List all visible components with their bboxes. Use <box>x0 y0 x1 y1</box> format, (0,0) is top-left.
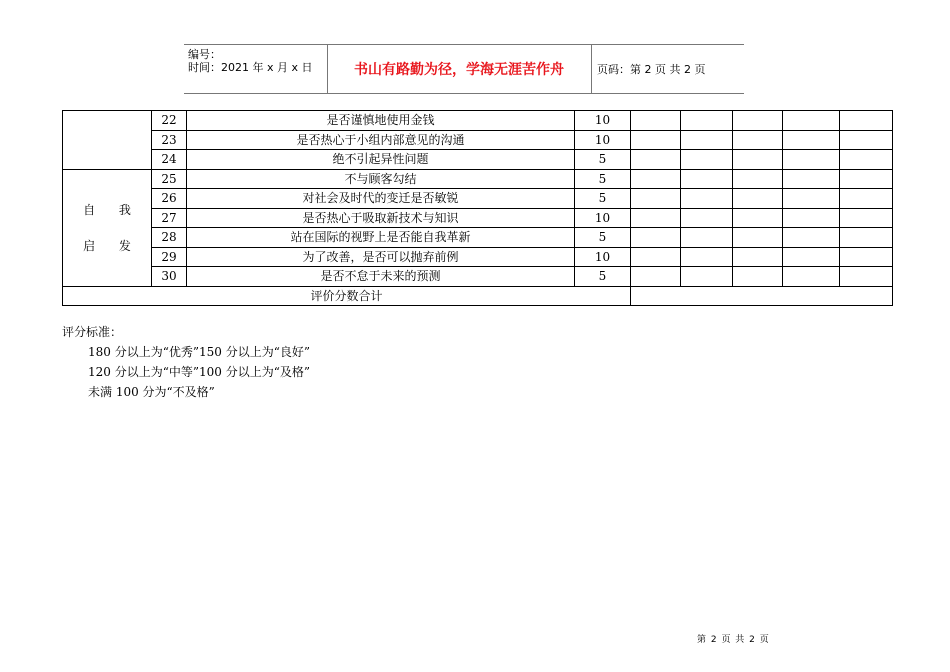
rating-cell[interactable] <box>681 267 733 287</box>
rating-cell[interactable] <box>631 228 681 248</box>
table-row <box>63 150 893 170</box>
rating-cell[interactable] <box>783 130 840 150</box>
document-time-label: 时间：2021 年 x 月 x 日 <box>188 61 313 74</box>
row-item: 绝不引起异性问题 <box>187 150 575 170</box>
category-label-line2: 启 发 <box>83 238 141 253</box>
row-number: 23 <box>152 130 187 150</box>
criteria-line: 未满 100 分为“不及格” <box>88 385 215 399</box>
row-item: 是否谨慎地使用金钱 <box>187 111 575 131</box>
row-item: 是否热心于吸取新技术与知识 <box>187 208 575 228</box>
rating-cell[interactable] <box>733 208 783 228</box>
rating-cell[interactable] <box>631 169 681 189</box>
row-score: 5 <box>575 189 631 209</box>
rating-cell[interactable] <box>681 228 733 248</box>
page-header <box>184 44 744 94</box>
rating-cell[interactable] <box>681 208 733 228</box>
rating-cell[interactable] <box>840 189 893 209</box>
rating-cell[interactable] <box>840 130 893 150</box>
rating-cell[interactable] <box>631 111 681 131</box>
table-row <box>63 130 893 150</box>
rating-cell[interactable] <box>783 189 840 209</box>
header-meta <box>184 45 328 93</box>
row-score: 10 <box>575 247 631 267</box>
rating-cell[interactable] <box>631 130 681 150</box>
row-number: 25 <box>152 169 187 189</box>
total-row <box>63 286 893 306</box>
rating-cell[interactable] <box>631 247 681 267</box>
header-page-info: 页码：第 2 页 共 2 页 <box>597 63 706 76</box>
row-number: 26 <box>152 189 187 209</box>
row-score: 10 <box>575 208 631 228</box>
rating-cell[interactable] <box>840 267 893 287</box>
rating-cell[interactable] <box>840 247 893 267</box>
row-item: 是否热心于小组内部意见的沟通 <box>187 130 575 150</box>
rating-cell[interactable] <box>733 150 783 170</box>
category-self-inspiration <box>63 169 152 286</box>
row-item: 不与顾客勾结 <box>187 169 575 189</box>
rating-cell[interactable] <box>783 267 840 287</box>
table-row <box>63 189 893 209</box>
rating-cell[interactable] <box>783 247 840 267</box>
rating-cell[interactable] <box>681 169 733 189</box>
rating-cell[interactable] <box>631 189 681 209</box>
rating-cell[interactable] <box>733 189 783 209</box>
table-row <box>63 169 893 189</box>
table-row <box>63 111 893 131</box>
rating-cell[interactable] <box>631 150 681 170</box>
rating-cell[interactable] <box>681 189 733 209</box>
row-number: 24 <box>152 150 187 170</box>
table-row <box>63 247 893 267</box>
table-row <box>63 267 893 287</box>
row-score: 10 <box>575 111 631 131</box>
criteria-title: 评分标准： <box>62 325 123 339</box>
row-item: 站在国际的视野上是否能自我革新 <box>187 228 575 248</box>
total-value-cell[interactable] <box>631 286 893 306</box>
rating-cell[interactable] <box>783 150 840 170</box>
rating-cell[interactable] <box>681 111 733 131</box>
rating-cell[interactable] <box>681 150 733 170</box>
row-item: 对社会及时代的变迁是否敏锐 <box>187 189 575 209</box>
criteria-line: 120 分以上为“中等”100 分以上为“及格” <box>88 365 310 379</box>
row-number: 30 <box>152 267 187 287</box>
rating-cell[interactable] <box>840 111 893 131</box>
category-cell-previous <box>63 111 152 170</box>
category-label-line1: 自 我 <box>83 202 141 217</box>
rating-cell[interactable] <box>733 111 783 131</box>
table-row <box>63 228 893 248</box>
row-number: 27 <box>152 208 187 228</box>
row-score: 5 <box>575 228 631 248</box>
row-score: 5 <box>575 267 631 287</box>
rating-cell[interactable] <box>681 130 733 150</box>
rating-cell[interactable] <box>840 228 893 248</box>
rating-cell[interactable] <box>733 130 783 150</box>
header-slogan: 书山有路勤为径，学海无涯苦作舟 <box>327 45 592 93</box>
criteria-line: 180 分以上为“优秀”150 分以上为“良好” <box>88 345 310 359</box>
rating-cell[interactable] <box>681 247 733 267</box>
row-item: 是否不怠于未来的预测 <box>187 267 575 287</box>
row-number: 28 <box>152 228 187 248</box>
rating-cell[interactable] <box>733 267 783 287</box>
row-number: 29 <box>152 247 187 267</box>
rating-cell[interactable] <box>631 267 681 287</box>
scoring-criteria <box>62 322 310 402</box>
evaluation-table <box>62 110 893 306</box>
rating-cell[interactable] <box>783 111 840 131</box>
rating-cell[interactable] <box>631 208 681 228</box>
rating-cell[interactable] <box>840 208 893 228</box>
rating-cell[interactable] <box>783 208 840 228</box>
row-score: 5 <box>575 169 631 189</box>
rating-cell[interactable] <box>840 169 893 189</box>
rating-cell[interactable] <box>733 247 783 267</box>
rating-cell[interactable] <box>733 228 783 248</box>
total-label: 评价分数合计 <box>63 286 631 306</box>
rating-cell[interactable] <box>783 169 840 189</box>
table-row <box>63 208 893 228</box>
row-score: 10 <box>575 130 631 150</box>
page-footer: 第 2 页 共 2 页 <box>697 635 770 645</box>
row-item: 为了改善，是否可以抛弃前例 <box>187 247 575 267</box>
rating-cell[interactable] <box>840 150 893 170</box>
document-number-label: 编号： <box>188 48 221 61</box>
row-number: 22 <box>152 111 187 131</box>
row-score: 5 <box>575 150 631 170</box>
rating-cell[interactable] <box>783 228 840 248</box>
rating-cell[interactable] <box>733 169 783 189</box>
